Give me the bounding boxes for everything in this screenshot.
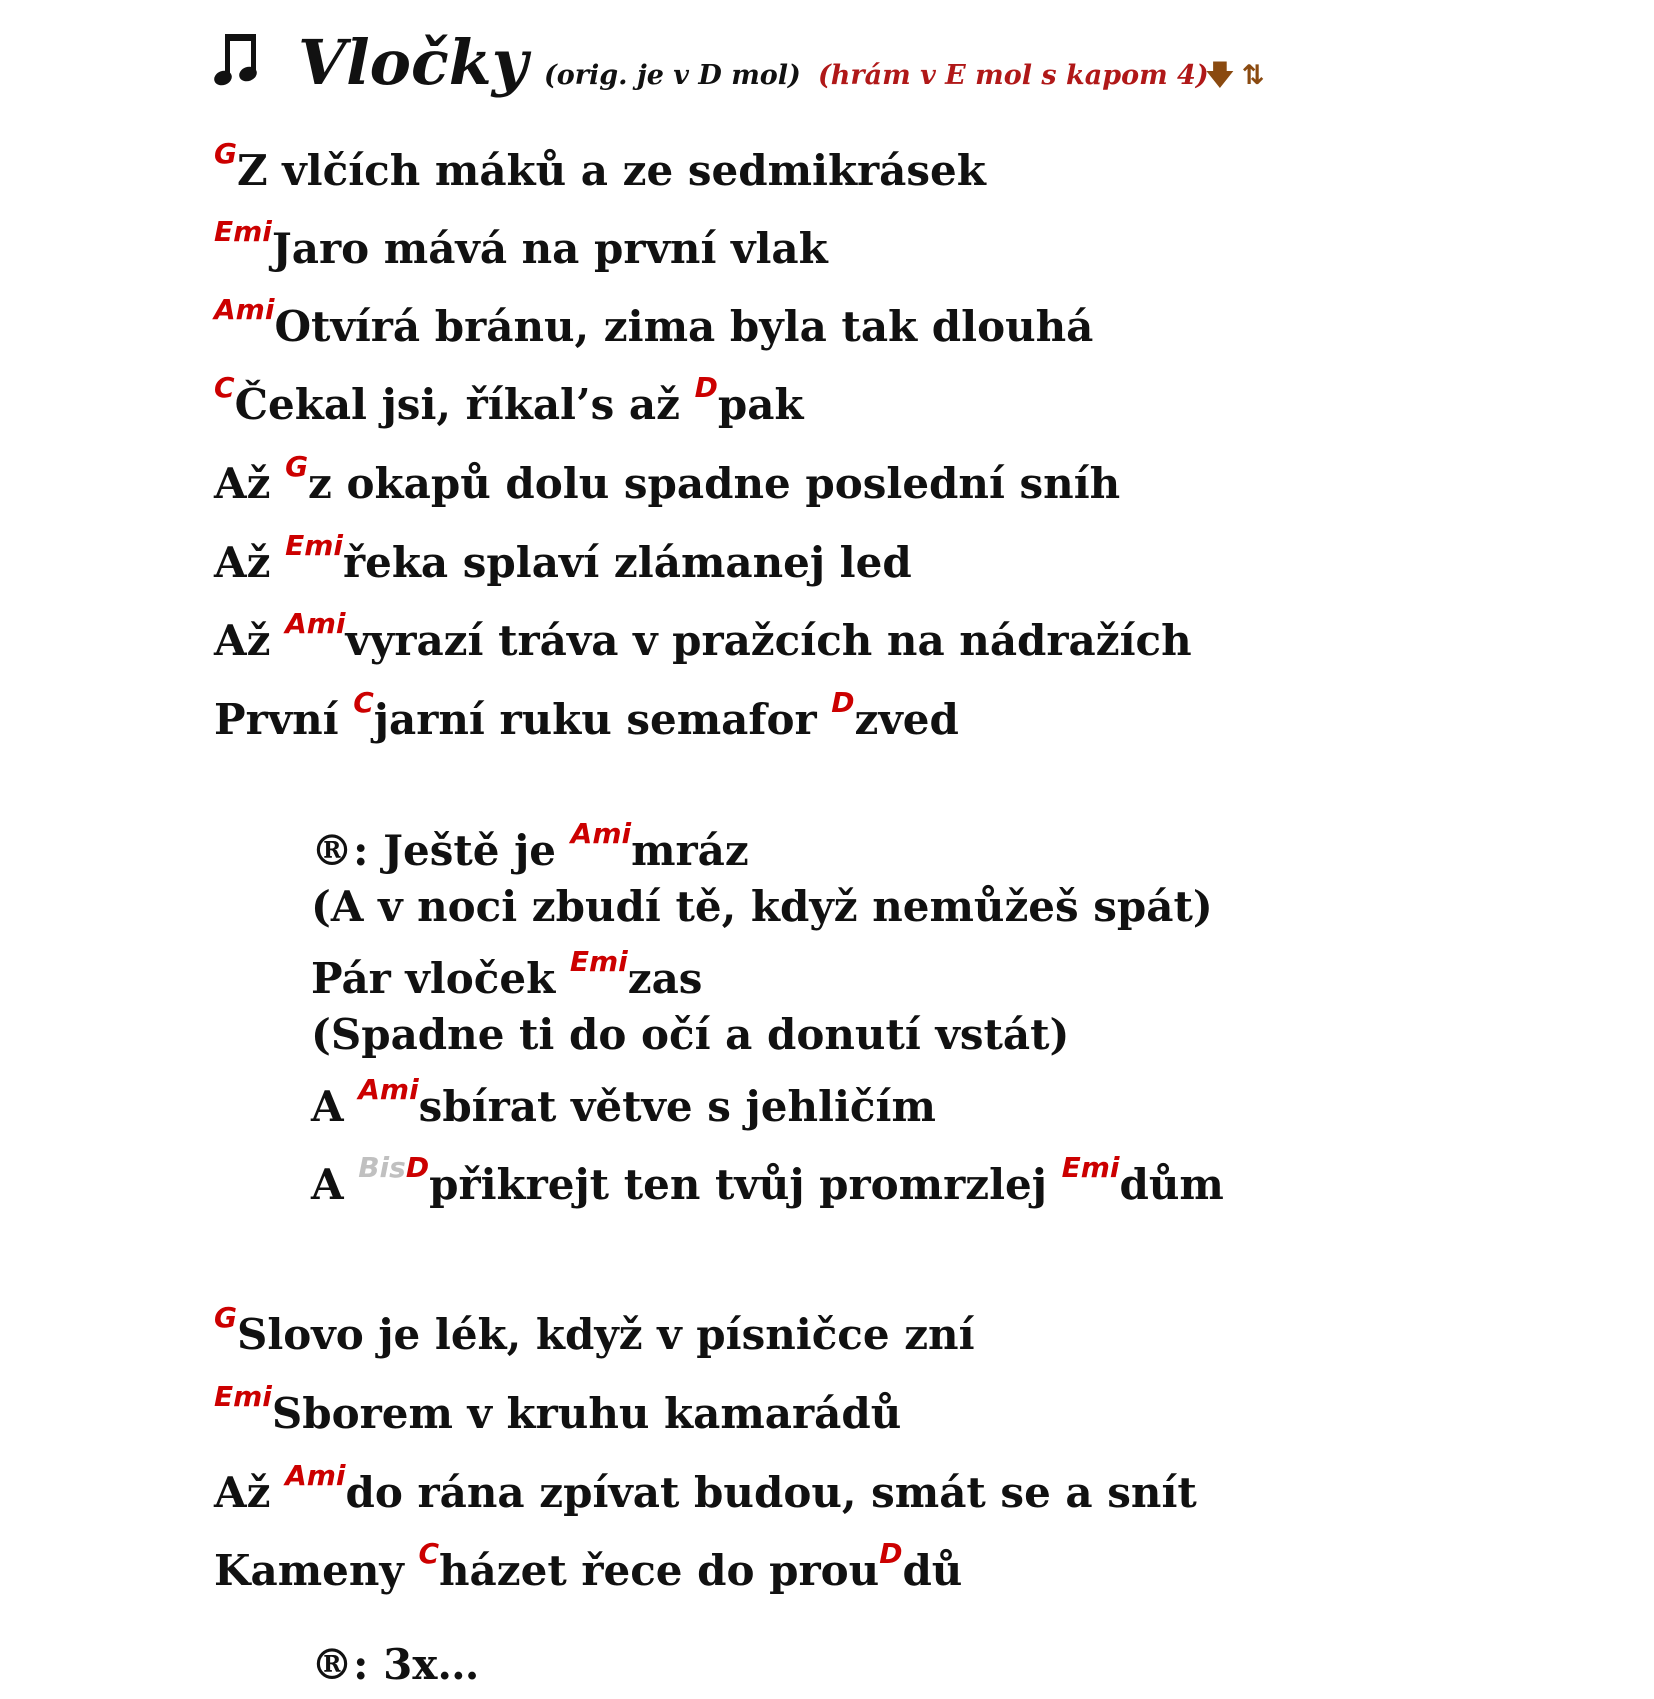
lyric-line: [214, 1380, 902, 1439]
lyric-line: [214, 1537, 963, 1596]
lyric-text: Až: [214, 459, 286, 508]
lyric-text: Z vlčích máků a ze sedmikrásek: [236, 146, 986, 195]
chord: C: [214, 371, 235, 404]
bis-marker: Bis: [358, 1151, 406, 1184]
music-note-icon: [214, 32, 260, 88]
chord: D: [694, 371, 718, 404]
original-key-note: (orig. je v D mol): [544, 60, 801, 91]
lyric-text: z okapů dolu spadne poslední sníh: [308, 459, 1121, 508]
lyric-text: zved: [854, 695, 959, 744]
refrain-line: [311, 817, 749, 876]
lyric-line: [214, 137, 986, 196]
chord: Ami: [358, 1073, 419, 1106]
chord: Ami: [214, 293, 275, 326]
chord: Ami: [570, 817, 632, 850]
refrain-line: [311, 945, 703, 1004]
song-title: Vločky: [298, 26, 528, 99]
lyric-text: házet řece do prou: [439, 1546, 880, 1595]
chord: Ami: [285, 607, 346, 640]
lyric-text: přikrejt ten tvůj promrzlej: [429, 1160, 1062, 1209]
refrain-line: [311, 882, 1213, 932]
lyric-text: (Spadne ti do očí a donutí vstát): [311, 1010, 1070, 1059]
lyric-text: Sborem v kruhu kamarádů: [271, 1389, 902, 1438]
lyric-text: jarní ruku semafor: [373, 695, 832, 744]
lyric-text: vyrazí tráva v pražcích na nádražích: [345, 616, 1192, 665]
lyric-text: pak: [717, 380, 804, 429]
lyric-text: sbírat větve s jehličím: [418, 1082, 936, 1131]
lyric-line: [214, 1459, 1197, 1518]
chord: G: [214, 137, 237, 170]
chord: C: [418, 1537, 440, 1570]
lyric-text: zas: [627, 954, 703, 1003]
lyric-text: Pár vloček: [311, 954, 570, 1003]
chord: C: [353, 686, 374, 719]
chord: Emi: [569, 945, 628, 978]
lyric-line: [214, 607, 1192, 666]
lyric-text: Až: [214, 1468, 286, 1517]
lyric-line: [214, 529, 912, 588]
chord: Emi: [285, 529, 343, 562]
lyric-text: dům: [1119, 1160, 1224, 1209]
lyric-line: [214, 450, 1121, 509]
arrow-down-icon[interactable]: 🡇: [1206, 60, 1234, 91]
lyric-text: Slovo je lék, když v písničce zní: [236, 1310, 975, 1359]
capo-note: (hrám v E mol s kapom 4): [818, 60, 1209, 91]
lyric-line: [214, 371, 804, 430]
lyric-text: A: [311, 1082, 359, 1131]
lyric-text: A: [311, 1160, 359, 1209]
lyric-text: do rána zpívat budou, smát se a snít: [345, 1468, 1197, 1517]
chord: D: [879, 1537, 903, 1570]
chord: Emi: [214, 1380, 272, 1413]
lyric-text: mráz: [631, 826, 749, 875]
lyric-line: [214, 293, 1094, 352]
chord: G: [285, 450, 309, 483]
transpose-arrows[interactable]: [1206, 58, 1272, 94]
lyric-line: [214, 215, 828, 274]
chord: Emi: [1061, 1151, 1120, 1184]
lyric-text: Až: [214, 538, 286, 587]
refrain-repeat: ®: 3x…: [311, 1640, 480, 1689]
lyric-text: (A v noci zbudí tě, když nemůžeš spát): [311, 882, 1213, 931]
lyric-text: Kameny: [214, 1546, 419, 1595]
lyric-line: [214, 1301, 975, 1360]
lyric-text: Čekal jsi, říkal’s až: [234, 380, 695, 429]
refrain-line: [311, 1010, 1069, 1060]
lyric-text: Otvírá bránu, zima byla tak dlouhá: [274, 302, 1094, 351]
lyric-text: První: [214, 695, 354, 744]
refrain-line: [311, 1151, 1224, 1210]
chord: D: [405, 1151, 430, 1184]
lyric-text: dů: [902, 1546, 963, 1595]
lyric-text: Až: [214, 616, 286, 665]
lyric-text: řeka splaví zlámanej led: [342, 538, 912, 587]
chord: G: [214, 1301, 237, 1334]
lyric-text: Jaro mává na první vlak: [271, 224, 828, 273]
lyric-line: [214, 686, 959, 745]
chord: Ami: [285, 1459, 346, 1492]
lyric-text: ®: Ještě je: [311, 826, 571, 875]
chord: Emi: [214, 215, 272, 248]
refrain-line: [311, 1073, 936, 1132]
arrow-updown-icon[interactable]: ⇅: [1241, 60, 1265, 91]
chord: D: [831, 686, 855, 719]
